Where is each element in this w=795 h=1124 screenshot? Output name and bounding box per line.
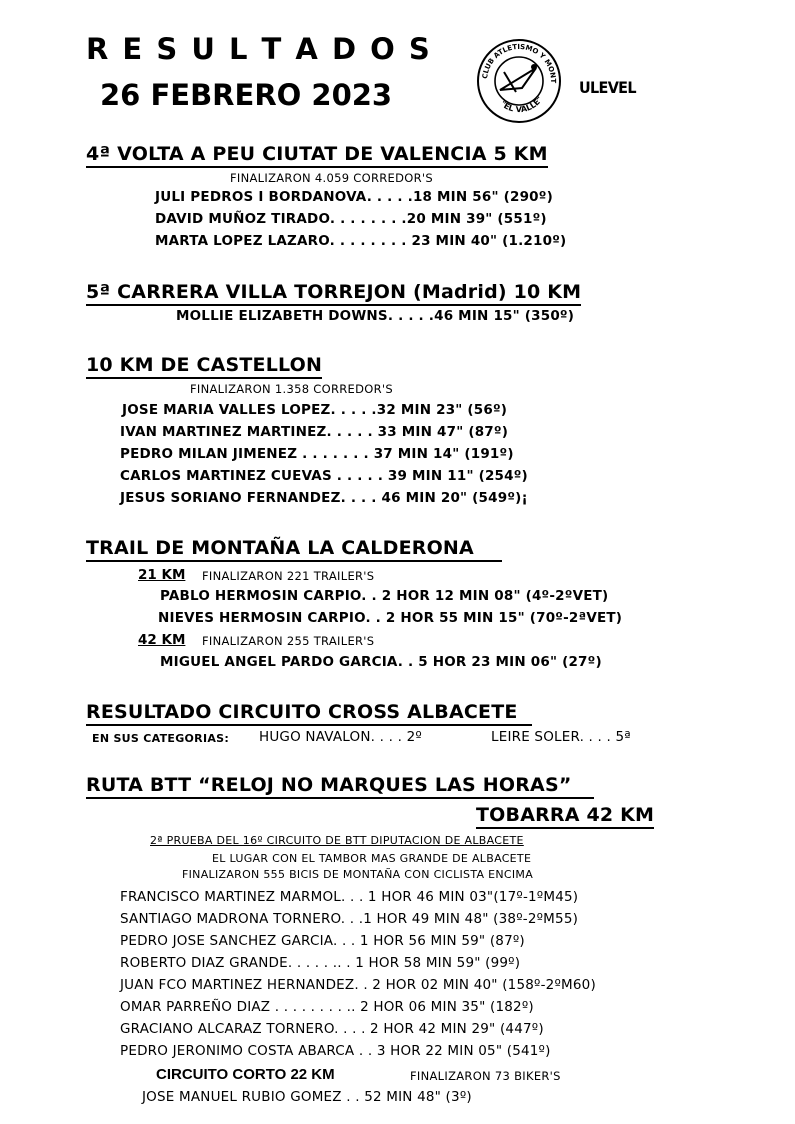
page-date: 26 FEBRERO 2023 <box>100 78 393 112</box>
result-row: MOLLIE ELIZABETH DOWNS. . . . .46 MIN 15" (350º) <box>176 308 575 324</box>
page-title: R E S U L T A D O S <box>86 32 432 66</box>
result-row: NIEVES HERMOSIN CARPIO. . 2 HOR 55 MIN 15" (70º-2ªVET) <box>158 610 623 626</box>
section-title-btt: RUTA BTT “RELOJ NO MARQUES LAS HORAS” <box>86 774 594 799</box>
result-row: JULI PEDROS I BORDANOVA. . . . .18 MIN 56" (290º) <box>155 189 553 205</box>
section-title-albacete-cross: RESULTADO CIRCUITO CROSS ALBACETE <box>86 701 532 726</box>
result-row: GRACIANO ALCARAZ TORNERO. . . . 2 HOR 42 MIN 29" (447º) <box>120 1021 544 1037</box>
section-title-valencia: 4ª VOLTA A PEU CIUTAT DE VALENCIA 5 KM <box>86 143 548 168</box>
calderona-long-finishers: FINALIZARON 255 TRAILER'S <box>202 634 375 648</box>
albacete-cross-label: EN SUS CATEGORIAS: <box>92 732 230 745</box>
calderona-long-km: 42 KM <box>138 632 186 648</box>
result-row: ROBERTO DIAZ GRANDE. . . . . .. . 1 HOR 58 MIN 59" (99º) <box>120 955 521 971</box>
result-row: PABLO HERMOSIN CARPIO. . 2 HOR 12 MIN 08" (4º-2ºVET) <box>160 588 609 604</box>
btt-finishers: FINALIZARON 555 BICIS DE MONTAÑA CON CICLISTA ENCIMA <box>182 868 534 881</box>
btt-short-circuit-finishers: FINALIZARON 73 BIKER'S <box>410 1069 561 1083</box>
section-title-castellon: 10 KM DE CASTELLON <box>86 354 322 379</box>
albacete-cross-result: HUGO NAVALON. . . . 2º <box>259 729 422 745</box>
btt-note-1: 2ª PRUEBA DEL 16º CIRCUITO DE BTT DIPUTACION DE ALBACETE <box>150 834 524 847</box>
btt-short-circuit-label: CIRCUITO CORTO 22 KM <box>156 1066 335 1083</box>
castellon-finishers: FINALIZARON 1.358 CORREDOR'S <box>190 382 393 396</box>
btt-location: TOBARRA 42 KM <box>476 804 654 829</box>
calderona-short-km: 21 KM <box>138 567 186 583</box>
result-row: DAVID MUÑOZ TIRADO. . . . . . . .20 MIN 39" (551º) <box>155 211 547 227</box>
result-row: JUAN FCO MARTINEZ HERNANDEZ. . 2 HOR 02 MIN 40" (158º-2ºM60) <box>120 977 596 993</box>
result-row: MARTA LOPEZ LAZARO. . . . . . . . 23 MIN 40" (1.210º) <box>155 233 567 249</box>
section-title-torrejon: 5ª CARRERA VILLA TORREJON (Madrid) 10 KM <box>86 281 581 306</box>
result-row: JOSE MARIA VALLES LOPEZ. . . . .32 MIN 23" (56º) <box>122 402 508 418</box>
section-title-calderona: TRAIL DE MONTAÑA LA CALDERONA <box>86 537 502 562</box>
valencia-finishers: FINALIZARON 4.059 CORREDOR'S <box>230 171 433 185</box>
ulevel-logo-icon <box>579 78 639 98</box>
calderona-short-finishers: FINALIZARON 221 TRAILER'S <box>202 569 375 583</box>
result-row: IVAN MARTINEZ MARTINEZ. . . . . 33 MIN 47" (87º) <box>120 424 509 440</box>
result-row: CARLOS MARTINEZ CUEVAS . . . . . 39 MIN 11" (254º) <box>120 468 528 484</box>
club-logo-icon <box>476 38 562 124</box>
result-row: PEDRO JOSE SANCHEZ GARCIA. . . 1 HOR 56 MIN 59" (87º) <box>120 933 525 949</box>
svg-text:"EL VALLE": "EL VALLE" <box>498 94 545 115</box>
result-row: JESUS SORIANO FERNANDEZ. . . . 46 MIN 20" (549º)¡ <box>120 490 528 506</box>
result-row: PEDRO JERONIMO COSTA ABARCA . . 3 HOR 22 MIN 05" (541º) <box>120 1043 551 1059</box>
svg-text:CLUB ATLETISMO Y MONTAÑA: CLUB ATLETISMO Y MONT <box>481 42 558 83</box>
result-row: PEDRO MILAN JIMENEZ . . . . . . . 37 MIN 14" (191º) <box>120 446 514 462</box>
result-row: FRANCISCO MARTINEZ MARMOL. . . 1 HOR 46 MIN 03"(17º-1ºM45) <box>120 889 579 905</box>
btt-note-2: EL LUGAR CON EL TAMBOR MAS GRANDE DE ALBACETE <box>212 852 532 865</box>
svg-text:ULEVEL: ULEVEL <box>579 78 636 97</box>
albacete-cross-result: LEIRE SOLER. . . . 5ª <box>491 729 631 745</box>
result-row: JOSE MANUEL RUBIO GOMEZ . . 52 MIN 48" (3º) <box>142 1089 472 1105</box>
club-logo <box>476 38 562 124</box>
result-row: OMAR PARREÑO DIAZ . . . . . . . . .. 2 HOR 06 MIN 35" (182º) <box>120 999 534 1015</box>
result-row: SANTIAGO MADRONA TORNERO. . .1 HOR 49 MIN 48" (38º-2ºM55) <box>120 911 579 927</box>
result-row: MIGUEL ANGEL PARDO GARCIA. . 5 HOR 23 MIN 06" (27º) <box>160 654 602 670</box>
sponsor-logo <box>579 78 639 102</box>
